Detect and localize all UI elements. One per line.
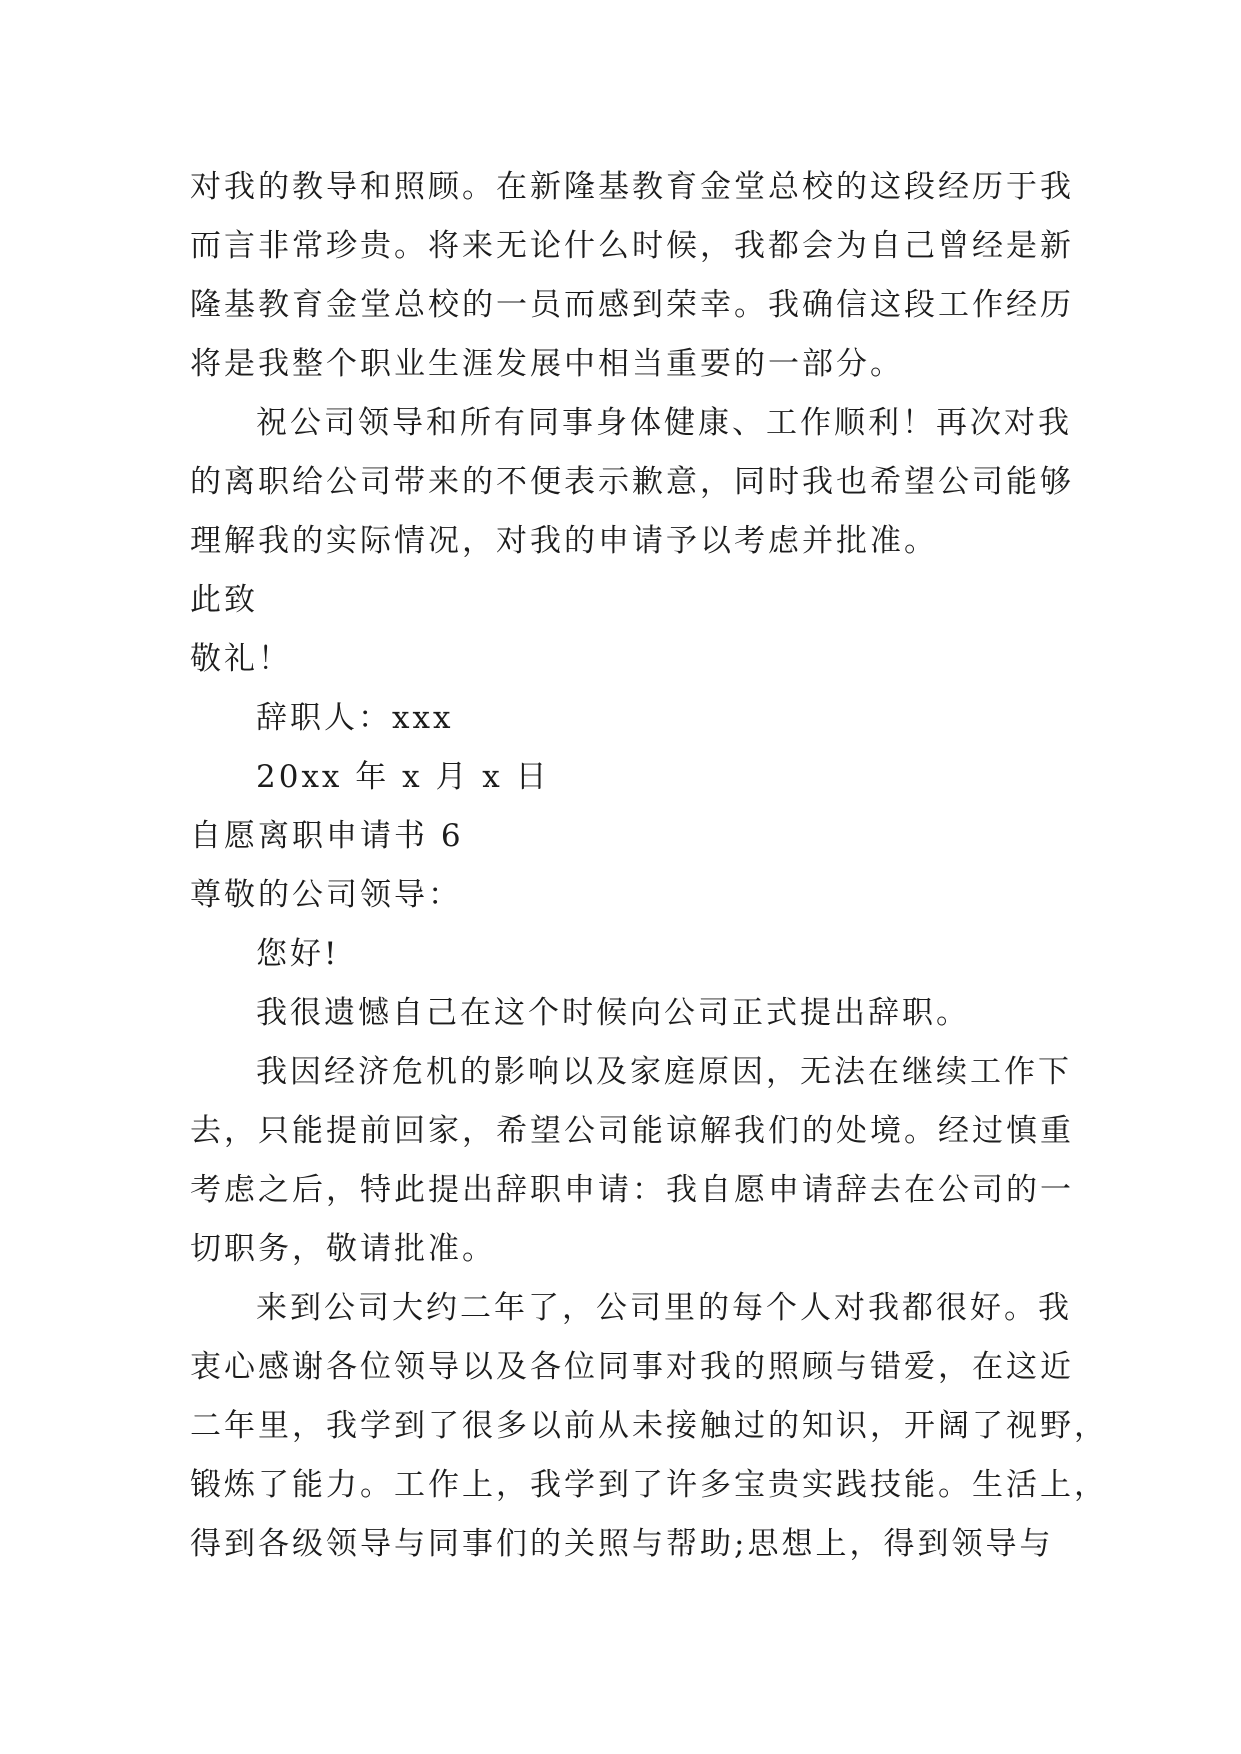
letter-salutation: 尊敬的公司领导： <box>190 877 462 913</box>
text-line: 理解我的实际情况，对我的申请予以考虑并批准。 <box>190 523 938 559</box>
text-line: 衷心感谢各位领导以及各位同事对我的照顾与错爱，在这近 <box>190 1349 1074 1385</box>
paragraph-start-line: 来到公司大约二年了，公司里的每个人对我都很好。我 <box>256 1290 1072 1326</box>
section-title: 自愿离职申请书 6 <box>190 818 464 854</box>
text-line: 将是我整个职业生涯发展中相当重要的一部分。 <box>190 346 904 382</box>
text-line: 的离职给公司带来的不便表示歉意，同时我也希望公司能够 <box>190 464 1074 500</box>
closing-salutation: 此致 <box>190 582 258 618</box>
text-line: 对我的教导和照顾。在新隆基教育金堂总校的这段经历于我 <box>190 169 1074 205</box>
closing-regards: 敬礼！ <box>190 641 292 677</box>
text-line: 锻炼了能力。工作上，我学到了许多宝贵实践技能。生活上， <box>190 1467 1108 1503</box>
text-line: 去，只能提前回家，希望公司能谅解我们的处境。经过慎重 <box>190 1113 1074 1149</box>
text-line: 考虑之后，特此提出辞职申请：我自愿申请辞去在公司的一 <box>190 1172 1074 1208</box>
document-body <box>190 158 1108 1574</box>
date-line: 20xx 年 x 月 x 日 <box>256 759 550 795</box>
paragraph-start-line: 我很遗憾自己在这个时候向公司正式提出辞职。 <box>256 995 970 1031</box>
paragraph-start-line: 祝公司领导和所有同事身体健康、工作顺利！再次对我 <box>256 405 1072 441</box>
text-line: 得到各级领导与同事们的关照与帮助;思想上，得到领导与 <box>190 1526 1054 1562</box>
greeting-line: 您好! <box>256 936 340 972</box>
text-line: 隆基教育金堂总校的一员而感到荣幸。我确信这段工作经历 <box>190 287 1074 323</box>
signature-line: 辞职人：xxx <box>256 700 454 736</box>
text-line: 二年里，我学到了很多以前从未接触过的知识，开阔了视野， <box>190 1408 1108 1444</box>
text-line: 而言非常珍贵。将来无论什么时候，我都会为自己曾经是新 <box>190 228 1074 264</box>
text-line: 切职务，敬请批准。 <box>190 1231 496 1267</box>
paragraph-start-line: 我因经济危机的影响以及家庭原因，无法在继续工作下 <box>256 1054 1072 1090</box>
